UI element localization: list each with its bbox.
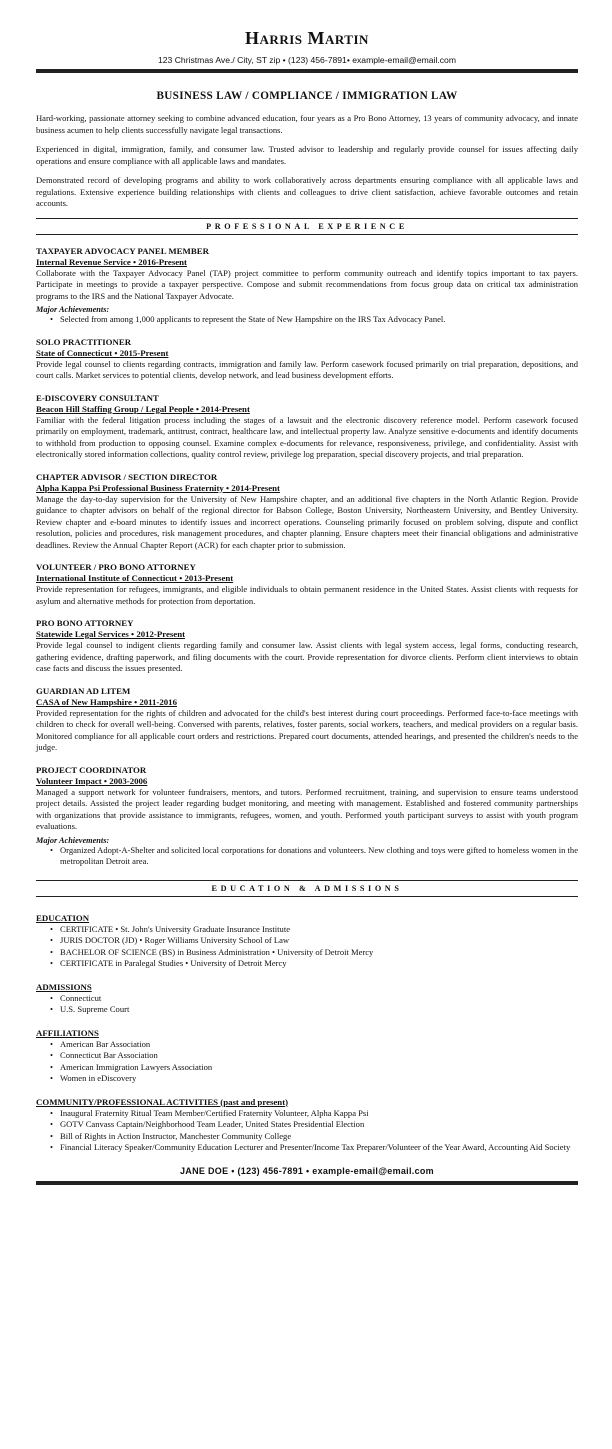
header-divider [36,69,578,73]
job-organization: Beacon Hill Staffing Group / Legal People • 2014-Present [36,403,250,414]
admissions-list [36,993,578,1016]
job-description: Managed a support network for volunteer fundraisers, mentors, and tutors. Performed recruitment, training, and supervision to ensure teams understood project details. Assisted the project leader regarding budget monitoring, and meeting with management. Established and fostered community partnerships with organizations that provide assistance to immigrants, refugees, women, and youth. Performed youth participant surveys to assist with youth program evaluations. [36,786,578,831]
achievements-label: Major Achievements: [36,305,110,314]
experience-heading: PROFESSIONAL EXPERIENCE [36,218,578,235]
job-organization: Volunteer Impact • 2003-2006 [36,775,148,786]
candidate-name: Harris Martin [245,28,369,48]
job-title: VOLUNTEER / PRO BONO ATTORNEY [36,562,196,572]
job-organization: State of Connecticut • 2015-Present [36,347,169,358]
footer-contact: JANE DOE • (123) 456-7891 • example-email@email.com [180,1165,434,1176]
activity-item: • Inaugural Fraternity Ritual Team Member/Certified Fraternity Volunteer, Alpha Kappa Psi [50,1108,578,1120]
admission-item: • U.S. Supreme Court [50,1004,578,1016]
community-activities-heading: COMMUNITY/PROFESSIONAL ACTIVITIES (past and present) [36,1096,289,1107]
affiliation-item: • Connecticut Bar Association [50,1050,578,1062]
job-title: PRO BONO ATTORNEY [36,618,134,628]
achievement-item: • Organized Adopt-A-Shelter and solicited local corporations for donations and volunteers. New clothing and toys were gifted to homeless women in the metropolitan Detroit area. [50,845,578,868]
job-description: Provided representation for the rights of children and advocated for the child's best interest during court proceedings. Performed face-to-face meetings with children to check for overall well-being. Conversed with parents, relatives, foster parents, social workers, teachers, and medical providers on a regular basis. Monitored compliance for all applicable court orders and restrictions. Prepared court documents, attended hearings, and presented the children's needs to the judge. [36,707,578,752]
education-item: • JURIS DOCTOR (JD) • Roger Williams University School of Law [50,935,578,947]
activity-item: • GOTV Canvass Captain/Neighborhood Team Leader, United States Presidential Election [50,1119,578,1131]
summary-section [36,113,578,210]
job-organization: Alpha Kappa Psi Professional Business Fraternity • 2014-Present [36,482,280,493]
job-description: Collaborate with the Taxpayer Advocacy Panel (TAP) project committee to perform community outreach and identify topics important to tax payers. Participate in meetings to provide a taxpayer perspective. Compose and submit recommendations from focus group data on critical tax administration programs to the IRS and the National Taxpayer Advocate. [36,267,578,301]
education-heading: EDUCATION [36,912,90,923]
job-description: Provide legal counsel to clients regarding contracts, immigration and family law. Perform casework focused primarily on trial preparation, depositions, and court calls. Market services to potential clients, develop network, and lead business development efforts. [36,358,578,380]
resume-page [36,28,578,1185]
job-organization: International Institute of Connecticut • 2013-Present [36,573,234,583]
education-item: • CERTIFICATE • St. John's University Graduate Insurance Institute [50,924,578,936]
job-organization: Statewide Legal Services • 2012-Present [36,629,186,639]
education-list [36,924,578,970]
job-entry [36,246,578,326]
affiliations-list [36,1039,578,1085]
summary-paragraph: Experienced in digital, immigration, family, and consumer law. Trusted advisor to leadership and regularly provide counsel for issues affecting daily operations and ensure compliance with all applicable laws and mandates. [36,144,578,166]
job-title: GUARDIAN AD LITEM [36,685,131,696]
affiliation-item: • American Bar Association [50,1039,578,1051]
footer-divider [36,1181,578,1185]
achievements-label: Major Achievements: [36,835,110,845]
activity-item: • Bill of Rights in Action Instructor, Manchester Community College [50,1131,578,1143]
job-entry [36,618,578,675]
job-entry [36,562,578,607]
job-entry [36,393,578,461]
education-item: • BACHELOR OF SCIENCE (BS) in Business Administration • University of Detroit Mercy [50,947,578,959]
contact-line: 123 Christmas Ave./ City, ST zip • (123) 456-7891• example-email@email.com [158,55,456,65]
activity-item: • Financial Literacy Speaker/Community Education Lecturer and Presenter/Income Tax Preparer/Volunteer of the Year Award, Accounting Aid Society [50,1142,578,1154]
resume-headline: BUSINESS LAW / COMPLIANCE / IMMIGRATION LAW [156,90,458,102]
community-activities-list [36,1108,578,1154]
affiliations-heading: AFFILIATIONS [36,1027,99,1038]
experience-section [36,218,578,868]
job-organization: CASA of New Hampshire • 2011-2016 [36,696,177,707]
education-admissions-heading: EDUCATION & ADMISSIONS [36,880,578,897]
job-title: SOLO PRACTITIONER [36,336,132,347]
summary-paragraph: Hard-working, passionate attorney seeking to combine advanced education, four years as a Pro Bono Attorney, 13 years of community advocacy, and innate business acumen to help clients successfully navigate legal transactions. [36,113,578,135]
job-title: CHAPTER ADVISOR / SECTION DIRECTOR [36,471,218,482]
job-description: Manage the day-to-day supervision for the University of New Hampshire chapter, and an additional five chapters in the North Atlantic Region. Provide guidance to chapter advisors on behalf of the regional director for Babson College, Boston University, Northeastern University, and Bentley University. Review chapter and e-board minutes to identify issues and incorrect operations. Counseling primarily focused on problem solving, dispute and conflict resolution, policies and procedures, risk management procedures, and chapter planning. Ensure chapters meet their financial obligations and administrative deadlines. Review the Annual Chapter Report (ACR) for each chapter prior to submission. [36,493,578,550]
education-admissions-section [36,880,578,1154]
job-description: Provide legal counsel to indigent clients regarding family and consumer law. Assist clients with legal system access, legal forms, conducting research, gathering evidence, drafting paperwork, and filing documents with the court. Provide representation for divorce clients. Perform client interviews to obtain case facts and discuss the issues presented. [36,640,578,673]
job-organization: Internal Revenue Service • 2016-Present [36,256,187,267]
job-description: Familiar with the federal litigation process including the stages of a lawsuit and the electronic discovery reference model. Perform casework focused primarily on employment, trademark, antitrust, contract, healthcare law, and intellectual property law. Analyze sensitive e-documents and identify documents to withhold from production to opposing counsel. Examine complex e-documents for relevance, responsiveness, privilege, and confidentiality. Assist with electronically stored information collections, quality control review, privilege log preparation, special discovery projects, and trial preparation. [36,414,578,459]
achievements-list [36,314,578,326]
job-entry [36,765,578,868]
job-entry [36,337,578,382]
education-item: • CERTIFICATE in Paralegal Studies • University of Detroit Mercy [50,958,578,970]
achievements-list [36,845,578,868]
job-title: E-DISCOVERY CONSULTANT [36,392,159,403]
admission-item: • Connecticut [50,993,578,1005]
summary-paragraph: Demonstrated record of developing programs and ability to work collaboratively across departments ensuring compliance with all applicable laws and regulations. Extensive experience building relationships with clients and colleagues to drive client satisfaction, achieve favorable outcomes and retain accounts. [36,175,578,208]
job-description: Provide representation for refugees, immigrants, and eligible individuals to obtain permanent residence in the United States. Assist clients with requests for asylum and alternative methods for protection from deportation. [36,584,578,606]
achievement-item: • Selected from among 1,000 applicants to represent the State of New Hampshire on the IRS Tax Advocacy Panel. [50,314,578,326]
job-title: PROJECT COORDINATOR [36,764,147,775]
affiliation-item: • Women in eDiscovery [50,1073,578,1085]
affiliation-item: • American Immigration Lawyers Association [50,1062,578,1074]
admissions-heading: ADMISSIONS [36,981,92,992]
job-entry [36,686,578,754]
job-title: TAXPAYER ADVOCACY PANEL MEMBER [36,245,209,256]
job-entry [36,472,578,552]
